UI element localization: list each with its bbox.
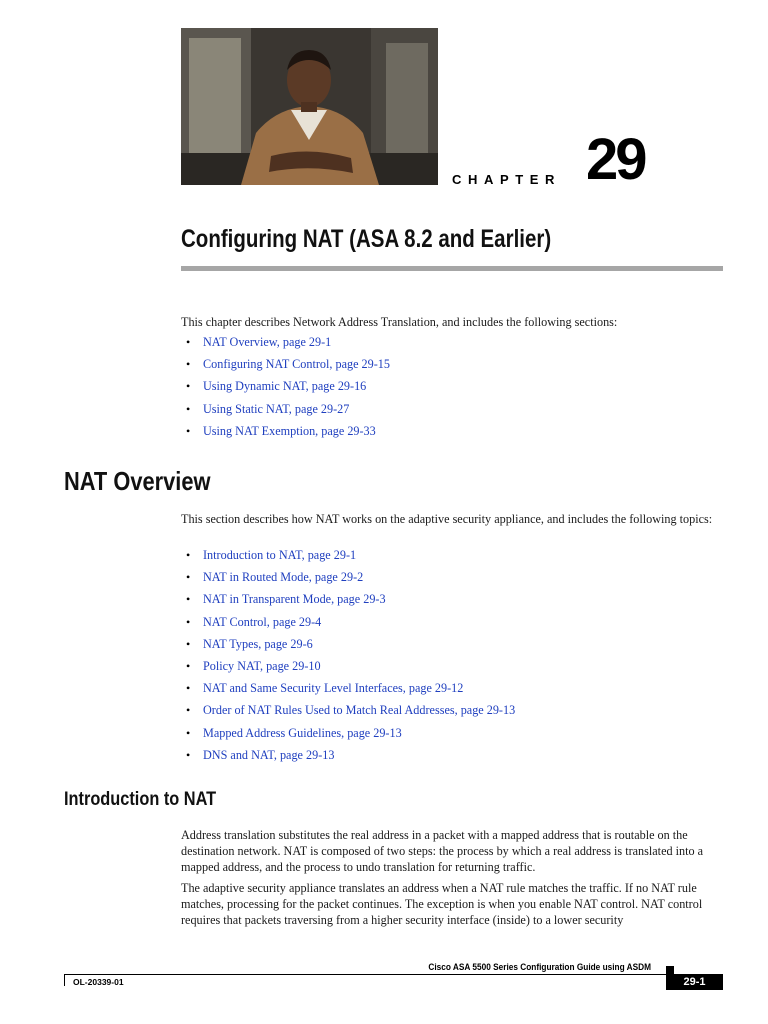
bullet-icon: • — [186, 401, 191, 416]
section-link[interactable]: Using NAT Exemption, page 29-33 — [203, 423, 376, 438]
topic-link[interactable]: Introduction to NAT, page 29-1 — [203, 548, 357, 562]
topic-link[interactable]: Mapped Address Guidelines, page 29-13 — [203, 725, 402, 740]
topic-link[interactable]: NAT in Routed Mode, page 29-2 — [203, 570, 364, 585]
section-link[interactable]: Using Dynamic NAT, page 29-16 — [203, 379, 367, 394]
nat-overview-topic-list — [186, 544, 515, 766]
bullet-icon: • — [186, 379, 191, 394]
list-item[interactable] — [186, 699, 515, 721]
intro-section-list — [186, 331, 390, 442]
list-item[interactable] — [186, 611, 515, 633]
person-photo-illustration — [181, 28, 438, 185]
introduction-paragraph-1: Address translation substitutes the real address in a packet with a mapped address that is routable on the destination network. NAT is composed of two steps: the process by which a real address is translated into a mapped address, and the process to undo translation for returning traffic. — [181, 828, 704, 874]
page-number: 29-1 — [683, 976, 706, 988]
list-item[interactable] — [186, 544, 515, 566]
topic-link[interactable]: NAT in Transparent Mode, page 29-3 — [203, 592, 386, 607]
list-item[interactable] — [186, 744, 515, 766]
bullet-icon: • — [186, 725, 191, 740]
list-item[interactable] — [186, 677, 515, 699]
topic-link[interactable]: NAT Control, page 29-4 — [203, 614, 322, 629]
bullet-icon: • — [186, 681, 191, 696]
list-item[interactable] — [186, 722, 515, 744]
intro-text: This chapter describes Network Address Translation, and includes the following sections: — [181, 315, 618, 329]
nat-overview-text: This section describes how NAT works on the adaptive security appliance, and includes the following topics: — [181, 512, 713, 526]
footer-guide-title: Cisco ASA 5500 Series Configuration Guide using ASDM — [428, 962, 651, 972]
bullet-icon: • — [186, 614, 191, 629]
chapter-photo — [181, 28, 438, 185]
footer-rule — [64, 974, 723, 975]
bullet-icon: • — [186, 335, 191, 349]
nat-overview-heading: NAT Overview — [64, 466, 211, 496]
list-item[interactable] — [186, 375, 390, 397]
bullet-icon: • — [186, 357, 191, 372]
introduction-heading: Introduction to NAT — [64, 789, 217, 810]
introduction-paragraph-2: The adaptive security appliance translates an address when a NAT rule matches the traffic. If no NAT rule matches, processing for the packet continues. The exception is when you enable NAT control. NAT control requires that packets traversing from a higher security interface (inside) to a lower security — [181, 881, 703, 927]
page-number-tab — [666, 974, 723, 990]
list-item[interactable] — [186, 331, 390, 353]
section-link[interactable]: NAT Overview, page 29-1 — [203, 335, 332, 349]
chapter-label: CHAPTER — [452, 172, 562, 187]
topic-link[interactable]: Policy NAT, page 29-10 — [203, 659, 321, 674]
bullet-icon: • — [186, 592, 191, 607]
footer-tick — [64, 974, 65, 986]
list-item[interactable] — [186, 353, 390, 375]
list-item[interactable] — [186, 566, 515, 588]
bullet-icon: • — [186, 636, 191, 651]
bullet-icon: • — [186, 423, 191, 438]
list-item[interactable] — [186, 420, 390, 442]
topic-link[interactable]: Order of NAT Rules Used to Match Real Addresses, page 29-13 — [203, 703, 516, 718]
footer-doc-number: OL-20339-01 — [73, 977, 124, 987]
list-item[interactable] — [186, 588, 515, 610]
chapter-number: 29 — [586, 127, 645, 192]
bullet-icon: • — [186, 570, 191, 585]
bullet-icon: • — [186, 548, 191, 562]
list-item[interactable] — [186, 633, 515, 655]
bullet-icon: • — [186, 703, 191, 718]
title-rule — [181, 266, 723, 271]
section-link[interactable]: Configuring NAT Control, page 29-15 — [203, 357, 390, 372]
topic-link[interactable]: NAT and Same Security Level Interfaces, page 29-12 — [203, 681, 464, 696]
topic-link[interactable]: DNS and NAT, page 29-13 — [203, 747, 335, 762]
list-item[interactable] — [186, 398, 390, 420]
topic-link[interactable]: NAT Types, page 29-6 — [203, 636, 313, 651]
list-item[interactable] — [186, 655, 515, 677]
bullet-icon: • — [186, 747, 191, 762]
bullet-icon: • — [186, 659, 191, 674]
section-link[interactable]: Using Static NAT, page 29-27 — [203, 401, 350, 416]
footer-marker — [666, 966, 674, 974]
chapter-title: Configuring NAT (ASA 8.2 and Earlier) — [181, 225, 552, 253]
